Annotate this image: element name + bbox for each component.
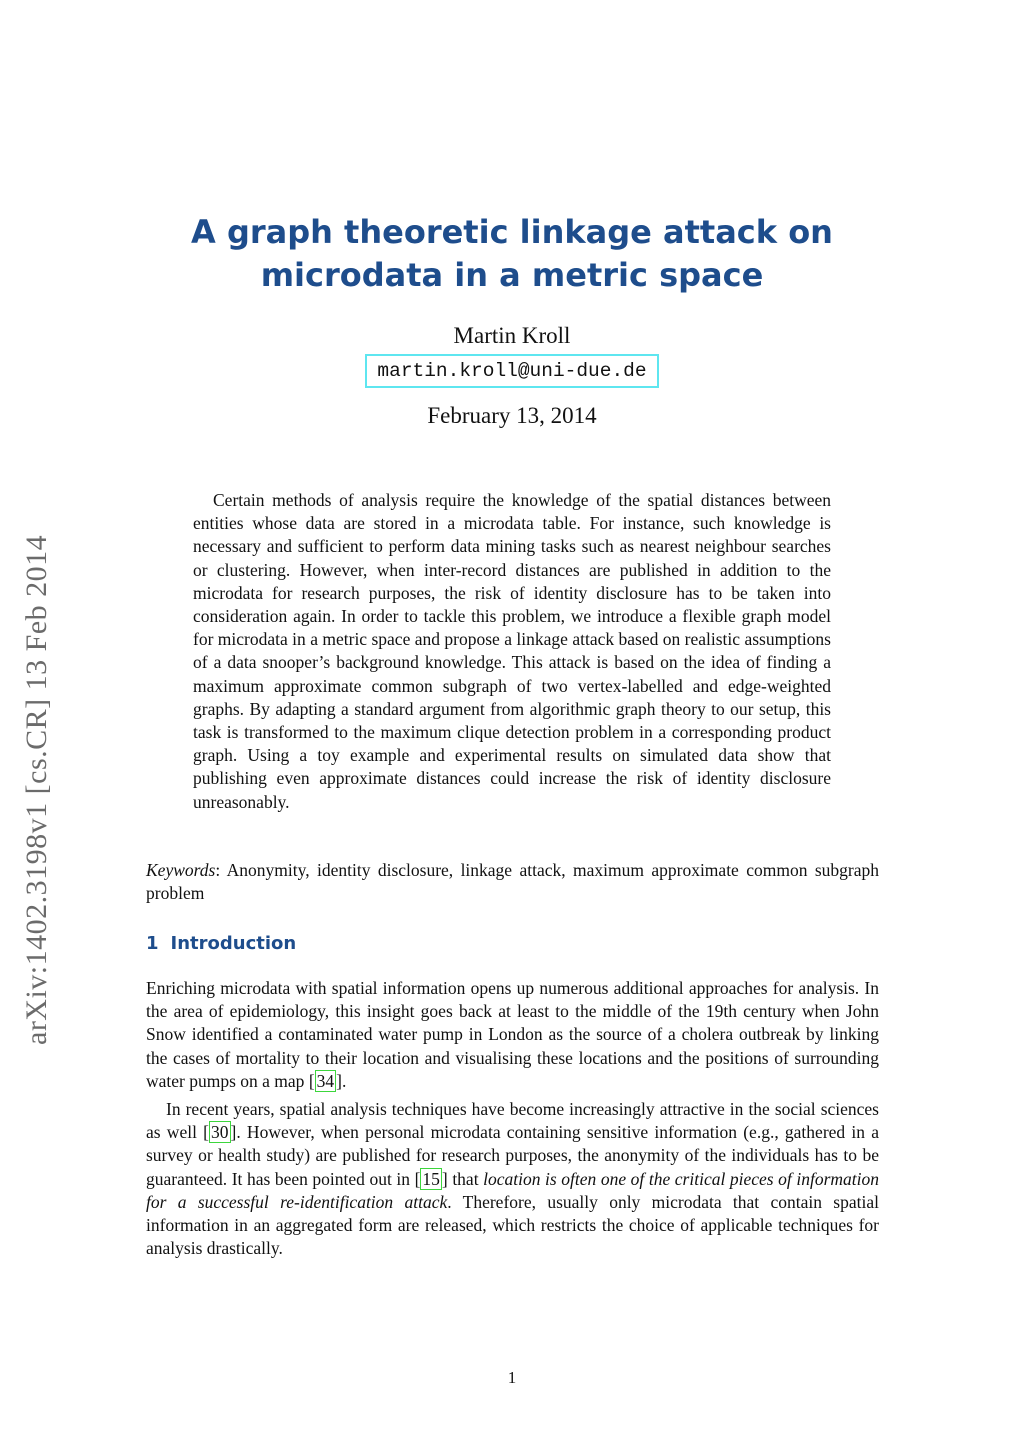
author-name: Martin Kroll	[453, 323, 571, 348]
arxiv-stamp: arXiv:1402.3198v1 [cs.CR] 13 Feb 2014	[20, 534, 53, 1045]
section-title: Introduction	[170, 933, 297, 954]
page-number: 1	[507, 1368, 517, 1387]
paragraph-2-text-c: that	[447, 1168, 484, 1189]
section-number: 1	[146, 933, 159, 954]
paragraph-2-text-d: . Therefore, usually only microdata that contain spatial information in an aggregated form are released, which restricts the choice of applicable techniques for analysis drastically.	[146, 1191, 879, 1259]
email-link[interactable]: martin.kroll@uni-due.de	[365, 354, 659, 388]
title-line-2: microdata in a metric space	[260, 256, 764, 294]
citation-link[interactable]: 30	[211, 1122, 229, 1143]
keywords	[146, 859, 879, 905]
keywords-label: Keywords	[146, 860, 216, 880]
citation-link[interactable]: 15	[422, 1168, 440, 1189]
section-heading	[146, 933, 296, 954]
paragraph-2: In recent years, spatial analysis techniques have become increasingly attractive in the social sciences as well [ 30 ]. However, when personal microdata containing sensitive information (e.g., gathered in a survey or health study) are published for research purposes, the anonymity of the individuals has to be guaranteed. It has been pointed out in [ 15 ] that location is often one of the critical pieces of information for a successful re-identification attack. Therefore, usually only microdata that contain spatial information in an aggregated form are released, which restricts the choice of applicable techniques for analysis drastically.	[146, 1099, 879, 1259]
keywords-text: : Anonymity, identity disclosure, linkage attack, maximum approximate common subgraph problem	[146, 860, 879, 904]
citation-link[interactable]: 34	[316, 1070, 335, 1091]
paragraph-1-end: .	[341, 1070, 347, 1091]
paragraph-2-text-a: In recent years, spatial analysis techniques have become increasingly attractive in the social sciences as well	[146, 1099, 879, 1143]
title-line-1: A graph theoretic linkage attack on	[191, 213, 833, 251]
paragraph-2-italic: location is often one of the critical pieces of information for a successful re-identification attack	[146, 1168, 879, 1212]
paragraph-1-text: Enriching microdata with spatial information opens up numerous additional approaches for analysis. In the area of epidemiology, this insight goes back at least to the middle of the 19th century when John Snow identified a contaminated water pump in London as the source of a cholera outbreak by linking the cases of mortality to their location and visualising these locations and the positions of surrounding water pumps on a map	[146, 978, 879, 1091]
paragraph-2-text-b: . However, when personal microdata containing sensitive information (e.g., gathered in a survey or health study) are published for research purposes, the anonymity of the individuals has to be guaranteed. It has been pointed out in	[146, 1122, 879, 1189]
publication-date: February 13, 2014	[427, 403, 597, 428]
paragraph-1: Enriching microdata with spatial information opens up numerous additional approaches for analysis. In the area of epidemiology, this insight goes back at least to the middle of the 19th century when John Snow identified a contaminated water pump in London as the source of a cholera outbreak by linking the cases of mortality to their location and visualising these locations and the positions of surrounding water pumps on a map [ 34 ].	[146, 978, 879, 1091]
abstract: Certain methods of analysis require the knowledge of the spatial distances between entities whose data are stored in a microdata table. For instance, such knowledge is necessary and sufficient to perform data mining tasks such as nearest neighbour searches or clustering. However, when inter-record distances are published in addition to the microdata for research purposes, the risk of identity disclosure has to be taken into consideration again. In order to tackle this problem, we introduce a flexible graph model for microdata in a metric space and propose a linkage attack based on realistic assumptions of a data snooper’s background knowledge. This attack is based on the idea of finding a maximum approximate common subgraph of two vertex-labelled and edge-weighted graphs. By adapting a standard argument from algorithmic graph theory to our setup, this task is transformed to the maximum clique detection problem in a corresponding product graph. Using a toy example and experimental results on simulated data show that publishing even approximate distances could increase the risk of identity disclosure unreasonably.	[193, 490, 831, 812]
paper-title	[0, 211, 1024, 297]
